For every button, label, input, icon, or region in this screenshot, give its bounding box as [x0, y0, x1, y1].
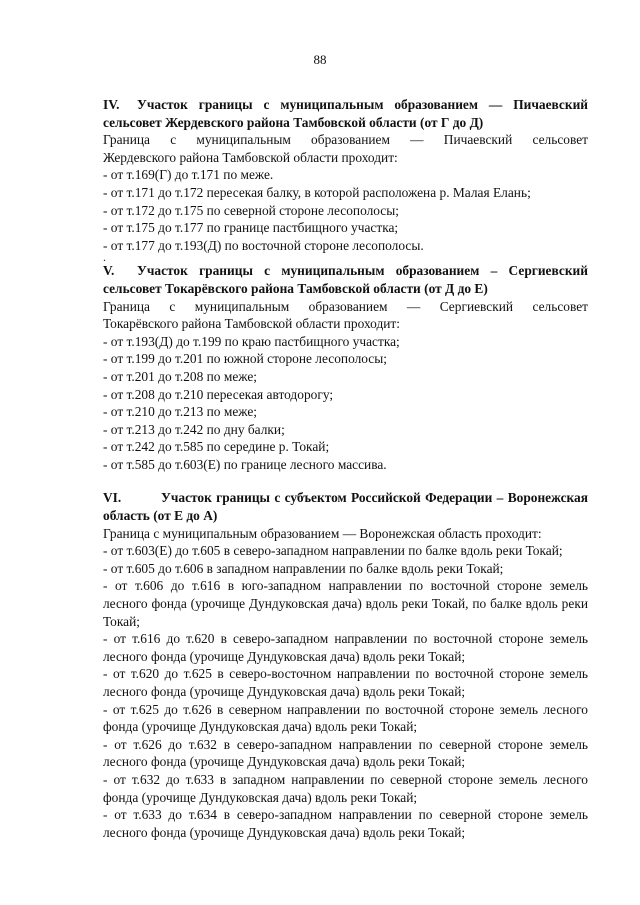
section-number: V.: [103, 263, 115, 279]
section-number: VI.: [103, 490, 122, 506]
page-number: 88: [313, 52, 327, 67]
section-v: [103, 262, 588, 473]
list-item: - от т.199 до т.201 по южной стороне лесополосы;: [103, 351, 387, 367]
section-spacer: [103, 250, 588, 265]
list-item: - от т.626 до т.632 в северо-западном направлении по северной стороне земель лесного фонда (урочище Дундуковская дача) вдоль реки Токай;: [103, 736, 588, 770]
stray-dot: .: [103, 250, 106, 265]
list-item: - от т.177 до т.193(Д) по восточной стороне лесополосы.: [103, 237, 424, 253]
list-item: - от т.213 до т.242 по дну балки;: [103, 421, 285, 437]
section-iv: [103, 96, 588, 254]
list-item: - от т.208 до т.210 пересекая автодорогу;: [103, 386, 334, 402]
list-item: - от т.171 до т.172 пересекая балку, в которой расположена р. Малая Елань;: [103, 184, 531, 200]
document-body: [103, 96, 588, 841]
section-intro: Токарёвского района Тамбовской области проходит:: [103, 316, 400, 332]
section-spacer: [103, 473, 588, 489]
list-item: - от т.193(Д) до т.199 по краю пастбищного участка;: [103, 333, 400, 349]
list-item: - от т.605 до т.606 в западном направлении по балке вдоль реки Токай;: [103, 560, 504, 576]
list-item: - от т.169(Г) до т.171 по меже.: [103, 167, 274, 183]
section-heading: [103, 489, 588, 524]
list-item: - от т.210 до т.213 по меже;: [103, 404, 257, 420]
list-item: - от т.625 до т.626 в северном направлении по восточной стороне земель лесного фонда (урочище Дундуковская дача) вдоль реки Токай;: [103, 701, 588, 735]
list-item: - от т.606 до т.616 в юго-западном направлении по восточной стороне земель лесного фонда (урочище Дундуковская дача) вдоль реки Токай, по балке вдоль реки Токай;: [103, 578, 588, 629]
section-title: Участок границы с субъектом Российской Федерации – Воронежская область (от Е до А): [103, 490, 588, 524]
section-title: Участок границы с муниципальным образованием — Пичаевский сельсовет Жердевского района Тамбовской области (от Г до Д): [103, 97, 588, 130]
section-heading: [103, 262, 588, 297]
list-item: - от т.585 до т.603(Е) по границе лесного массива.: [103, 456, 387, 472]
list-item: - от т.172 до т.175 по северной стороне лесополосы;: [103, 202, 399, 218]
list-item: - от т.175 до т.177 по границе пастбищного участка;: [103, 220, 399, 236]
section-vi: [103, 489, 588, 841]
section-intro: Граница с муниципальным образованием — Пичаевский сельсовет: [103, 132, 588, 148]
list-item: - от т.633 до т.634 в северо-западном направлении по северной стороне земель лесного фонда (урочище Дундуковская дача) вдоль реки Токай;: [103, 807, 588, 840]
list-item: - от т.201 до т.208 по меже;: [103, 368, 257, 384]
list-item: - от т.632 до т.633 в западном направлении по северной стороне земель лесного фонда (урочище Дундуковская дача) вдоль реки Токай;: [103, 771, 588, 805]
section-intro: Граница с муниципальным образованием — Воронежская область проходит:: [103, 525, 542, 541]
section-number: IV.: [103, 97, 120, 112]
list-item: - от т.603(Е) до т.605 в северо-западном направлении по балке вдоль реки Токай;: [103, 543, 563, 559]
section-title: Участок границы с муниципальным образованием – Сергиевский сельсовет Токарёвского района Тамбовской области (от Д до Е): [103, 263, 588, 296]
section-intro: Жердевского района Тамбовской области проходит:: [103, 149, 398, 165]
section-heading: [103, 96, 588, 131]
list-item: - от т.620 до т.625 в северо-восточном направлении по восточной стороне земель лесного фонда (урочище Дундуковская дача) вдоль реки Токай;: [103, 666, 588, 699]
list-item: - от т.616 до т.620 в северо-западном направлении по восточной стороне земель лесного фонда (урочище Дундуковская дача) вдоль реки Токай;: [103, 631, 588, 664]
section-intro: Граница с муниципальным образованием — Сергиевский сельсовет: [103, 298, 588, 314]
list-item: - от т.242 до т.585 по середине р. Токай;: [103, 439, 330, 455]
